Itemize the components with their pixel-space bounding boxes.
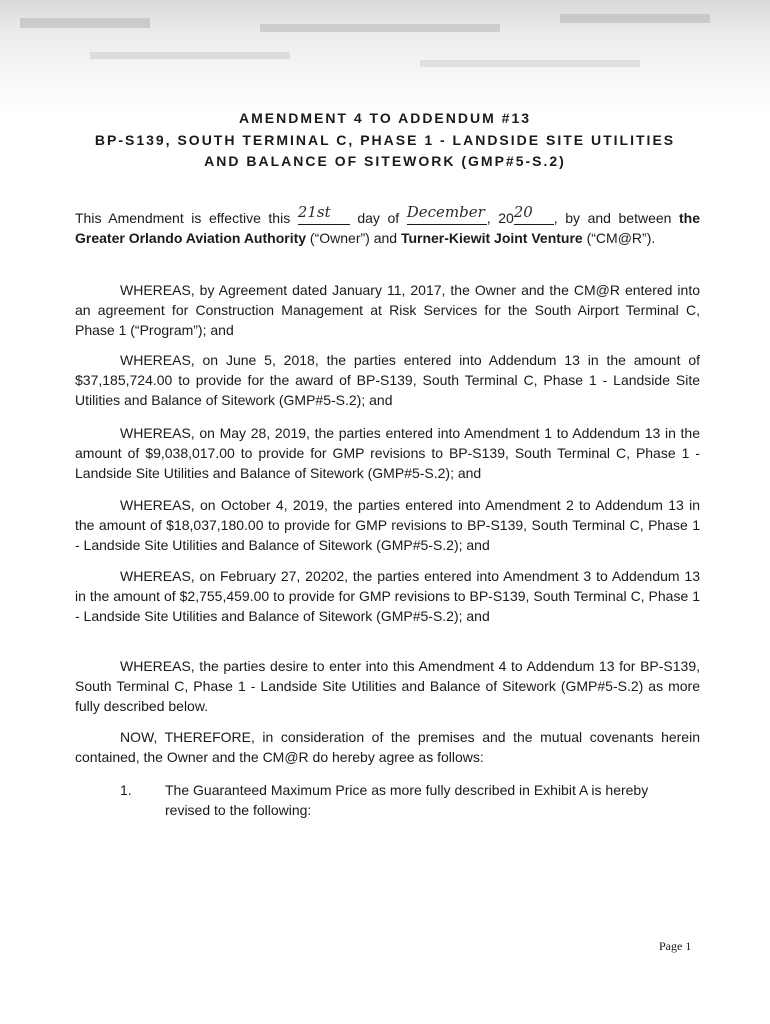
- document-title-line-1: AMENDMENT 4 TO ADDENDUM #13: [238, 110, 532, 126]
- now-therefore-paragraph: NOW, THEREFORE, in consideration of the premises and the mutual covenants herein contained, the Owner and the CM@R do hereby agree as follows:: [75, 729, 700, 765]
- whereas-paragraph-3: WHEREAS, on May 28, 2019, the parties entered into Amendment 1 to Addendum 13 in the amount of $9,038,017.00 to provide for GMP revisions to BP-S139, South Terminal C, Phase 1 - Landside Site Utilities and Balance of Sitework (GMP#5-S.2); and: [75, 425, 700, 481]
- intro-paragraph: This Amendment is effective this 21st day of December , 2020 , by and between the Greater Orlando Aviation Authority (“Owner”) and Turner-Kiewit Joint Venture (“CM@R”).: [75, 203, 700, 246]
- whereas-paragraph-2: WHEREAS, on June 5, 2018, the parties entered into Addendum 13 in the amount of $37,185,724.00 to provide for the award of BP-S139, South Terminal C, Phase 1 - Landside Site Utilities and Balance of Sitework (GMP#5-S.2); and: [75, 352, 700, 408]
- handwritten-month: December: [406, 203, 485, 221]
- handwritten-day: 21st: [297, 203, 331, 221]
- day-blank: [297, 203, 350, 225]
- whereas-paragraph-1: WHEREAS, by Agreement dated January 11, 2017, the Owner and the CM@R entered into an agreement for Construction Management at Risk Services for the South Airport Terminal C, Phase 1 (“Program”); and: [75, 282, 700, 338]
- month-blank: [406, 203, 487, 225]
- cmar-name: Turner-Kiewit Joint Venture: [400, 230, 583, 246]
- item-number: 1.: [120, 782, 132, 798]
- whereas-paragraph-6: WHEREAS, the parties desire to enter into this Amendment 4 to Addendum 13 for BP-S139, South Terminal C, Phase 1 - Landside Site Utilities and Balance of Sitework (GMP#5-S.2) as more fully described below.: [75, 658, 700, 714]
- document-title-line-2: BP-S139, SOUTH TERMINAL C, PHASE 1 - LANDSIDE SITE UTILITIES: [94, 132, 676, 148]
- scan-artifact: [560, 14, 710, 23]
- year-blank: [513, 203, 554, 225]
- document-title-line-3: AND BALANCE OF SITEWORK (GMP#5-S.2): [204, 153, 566, 169]
- handwritten-year: 20: [513, 203, 533, 221]
- item-text: The Guaranteed Maximum Price as more fully described in Exhibit A is hereby revised to the following:: [165, 782, 649, 818]
- scan-artifact: [90, 52, 290, 59]
- scan-artifact: [420, 60, 640, 67]
- owner-name: the Greater Orlando Aviation Authority: [75, 210, 700, 246]
- page-number: Page 1: [659, 939, 692, 953]
- scan-artifact: [260, 24, 500, 32]
- whereas-paragraph-4: WHEREAS, on October 4, 2019, the parties entered into Amendment 2 to Addendum 13 in the amount of $18,037,180.00 to provide for GMP revisions to BP-S139, South Terminal C, Phase 1 - Landside Site Utilities and Balance of Sitework (GMP#5-S.2); and: [75, 497, 700, 553]
- whereas-paragraph-5: WHEREAS, on February 27, 20202, the parties entered into Amendment 3 to Addendum 13 in the amount of $2,755,459.00 to provide for GMP revisions to BP-S139, South Terminal C, Phase 1 - Landside Site Utilities and Balance of Sitework (GMP#5-S.2); and: [75, 568, 700, 624]
- scan-artifact: [20, 18, 150, 28]
